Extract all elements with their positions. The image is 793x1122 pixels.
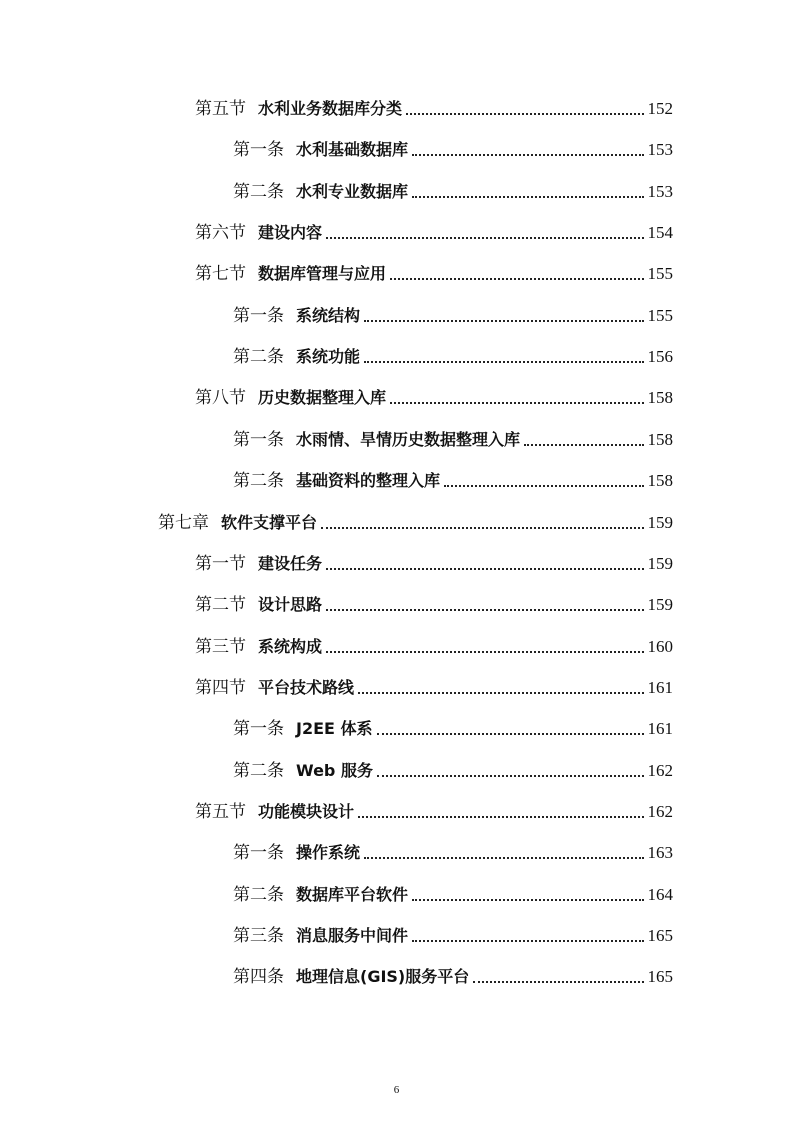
toc-entry-number: 第四节 <box>195 677 246 698</box>
toc-entry-number: 第七节 <box>195 264 246 285</box>
toc-entry-number: 第一节 <box>195 553 246 574</box>
toc-entry[interactable] <box>233 466 673 492</box>
toc-entry[interactable] <box>233 342 673 368</box>
toc-entry-title: 建设任务 <box>258 553 323 573</box>
toc-entry-page: 165 <box>647 926 673 945</box>
toc-entry-number: 第二条 <box>233 471 284 492</box>
toc-entry[interactable] <box>233 135 673 161</box>
toc-entry-page: 155 <box>647 264 673 284</box>
toc-entry-number: 第三节 <box>195 636 246 657</box>
toc-entry-page: 161 <box>647 677 673 697</box>
toc-entry-title: 建设内容 <box>258 223 323 243</box>
dot-leader <box>358 816 643 818</box>
dot-leader <box>412 196 643 198</box>
dot-leader <box>444 485 643 487</box>
toc-entry-title: 水利业务数据库分类 <box>258 99 403 118</box>
dot-leader <box>377 775 644 777</box>
dot-leader <box>412 154 643 156</box>
toc-entry-page: 159 <box>647 512 673 532</box>
dot-leader <box>358 692 643 694</box>
toc-entry-title: 数据库平台软件 <box>296 884 409 904</box>
toc-entry-title: 系统构成 <box>258 636 323 656</box>
dot-leader <box>390 278 643 280</box>
toc-entry-page: 158 <box>647 429 673 449</box>
toc-entry-title: 基础资料的整理入库 <box>296 471 441 491</box>
toc-entry-page: 158 <box>647 471 673 491</box>
toc-entry-title: 数据库管理与应用 <box>258 264 387 284</box>
toc-entry-number: 第六节 <box>195 223 246 244</box>
toc-entry[interactable] <box>158 508 673 534</box>
toc-entry-title: 地理信息(GIS)服务平台 <box>296 967 470 987</box>
dot-leader <box>326 609 643 611</box>
toc-entry-number: 第一条 <box>233 719 284 740</box>
toc-entry-number: 第一条 <box>233 429 284 450</box>
toc-entry-page: 155 <box>647 305 673 325</box>
toc-entry-page: 165 <box>647 967 673 987</box>
toc-entry[interactable] <box>195 590 673 616</box>
dot-leader <box>390 402 643 404</box>
toc-entry-title: J2EE 体系 <box>296 719 373 739</box>
toc-entry-page: 153 <box>647 140 673 160</box>
toc-entry[interactable] <box>233 301 673 327</box>
toc-entry[interactable] <box>233 962 673 988</box>
toc-entry-page: 162 <box>647 760 673 780</box>
dot-leader <box>364 857 643 859</box>
dot-leader <box>326 568 643 570</box>
toc-entry[interactable] <box>233 880 673 906</box>
toc-entry-title: 水利专业数据库 <box>296 181 409 201</box>
toc-entry[interactable] <box>195 673 673 699</box>
toc-entry-number: 第二条 <box>233 347 284 368</box>
toc-entry[interactable] <box>233 177 673 203</box>
toc-entry-title: 水利基础数据库 <box>296 140 409 160</box>
toc-entry-number: 第二条 <box>233 884 284 905</box>
toc-entry[interactable] <box>233 425 673 451</box>
toc-entry-page: 159 <box>647 553 673 573</box>
toc-entry-page: 158 <box>647 388 673 408</box>
toc-entry-number: 第八节 <box>195 388 246 409</box>
toc-entry-number: 第二条 <box>233 181 284 202</box>
dot-leader <box>364 320 643 322</box>
toc-entry-number: 第二节 <box>195 595 246 616</box>
toc-entry-title: 操作系统 <box>296 843 361 863</box>
dot-leader <box>326 651 643 653</box>
toc-entry-title: 功能模块设计 <box>258 801 355 821</box>
toc-entry-number: 第一条 <box>233 843 284 864</box>
dot-leader <box>321 527 643 529</box>
toc-entry[interactable] <box>233 838 673 864</box>
toc-entry-page: 162 <box>647 801 673 821</box>
toc-entry-number: 第一条 <box>233 140 284 161</box>
toc-entry-page: 153 <box>647 181 673 201</box>
toc-entry-page: 159 <box>647 595 673 615</box>
toc-entry-number: 第三条 <box>233 926 284 946</box>
dot-leader <box>412 940 643 942</box>
toc-entry-number: 第五节 <box>195 801 246 822</box>
dot-leader <box>473 981 643 983</box>
toc-entry[interactable] <box>233 756 673 782</box>
toc-entry[interactable] <box>233 714 673 740</box>
toc-entry[interactable] <box>195 218 673 244</box>
toc-entry[interactable] <box>195 632 673 658</box>
toc-entry[interactable] <box>195 94 673 120</box>
toc-entry-title: 水雨情、旱情历史数据整理入库 <box>296 429 521 449</box>
toc-entry-title: 消息服务中间件 <box>296 926 409 945</box>
toc-entry-page: 163 <box>647 843 673 863</box>
toc-entry[interactable] <box>195 383 673 409</box>
toc-entry-title: 设计思路 <box>258 595 323 615</box>
toc-entry[interactable] <box>195 549 673 575</box>
toc-entry-number: 第二条 <box>233 760 284 781</box>
toc-entry[interactable] <box>195 259 673 285</box>
toc-entry-number: 第七章 <box>158 512 209 533</box>
toc-entry-number: 第一条 <box>233 305 284 326</box>
dot-leader <box>377 733 644 735</box>
toc-entry-title: 系统结构 <box>296 305 361 325</box>
toc-entry-number: 第五节 <box>195 99 246 119</box>
dot-leader <box>326 237 643 239</box>
dot-leader <box>406 113 643 115</box>
toc-entry-page: 164 <box>647 884 673 904</box>
toc-entry-page: 152 <box>647 99 673 118</box>
toc-entry[interactable] <box>195 797 673 823</box>
toc-entry-page: 154 <box>647 223 673 243</box>
toc-entry-page: 160 <box>647 636 673 656</box>
dot-leader <box>412 899 643 901</box>
toc-entry[interactable] <box>233 921 673 947</box>
toc-entry-title: 软件支撑平台 <box>221 512 318 532</box>
toc-entry-page: 156 <box>647 347 673 367</box>
toc-entry-title: 系统功能 <box>296 347 361 367</box>
dot-leader <box>524 444 643 446</box>
page-number: 6 <box>393 1084 400 1096</box>
toc-entry-number: 第四条 <box>233 967 284 988</box>
toc-entry-title: 历史数据整理入库 <box>258 388 387 408</box>
dot-leader <box>364 361 643 363</box>
toc-entry-title: Web 服务 <box>296 760 373 780</box>
toc-entry-page: 161 <box>647 719 673 739</box>
toc-entry-title: 平台技术路线 <box>258 677 355 697</box>
